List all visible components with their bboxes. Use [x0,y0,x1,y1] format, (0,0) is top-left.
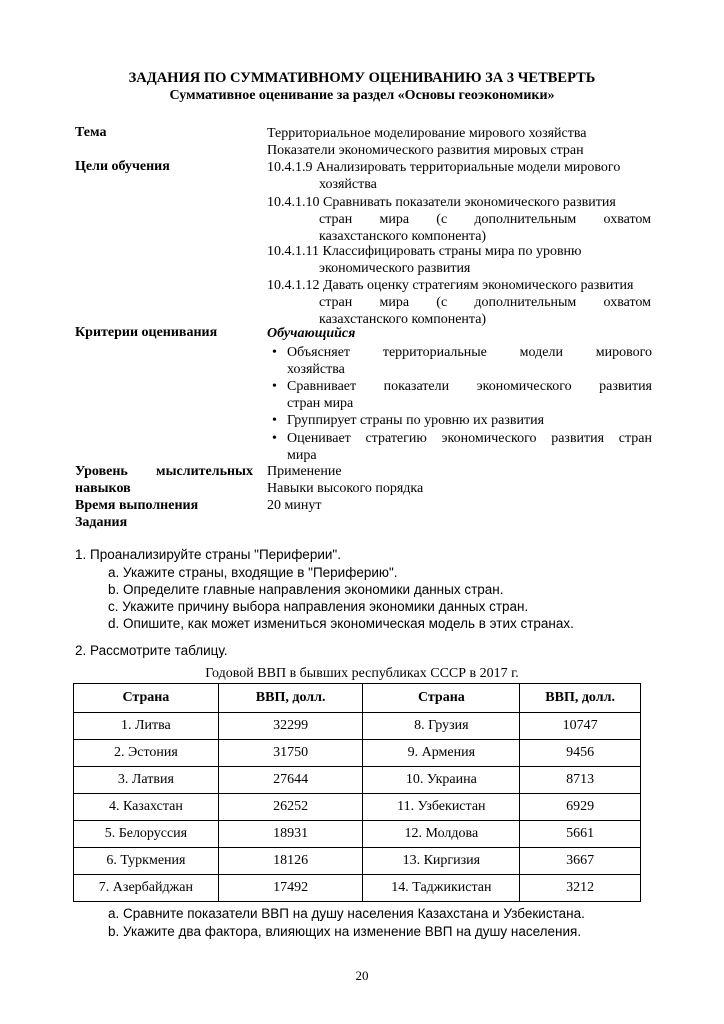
time-label: Время выполнения [75,498,199,513]
goal-line: стран мира (с дополнительным охватом [319,212,651,227]
criteria-item [272,378,652,412]
table-cell: 9. Армения [363,740,520,767]
table-cell: 10. Украина [363,767,520,794]
table-cell: 4. Казахстан [74,794,219,821]
table-row [74,821,641,848]
topic-value [267,125,651,159]
skills-value [267,463,651,497]
table-cell: 10747 [520,713,641,740]
table-row [74,713,641,740]
criteria-item [272,430,652,464]
goal-line: казахстанского компонента) [319,312,487,327]
table-cell: 18931 [218,821,363,848]
criteria-line: Группирует страны по уровню их развития [287,413,545,428]
criteria-item [272,344,652,378]
table-cell: 7. Азербайджан [74,875,219,902]
table-row [74,794,641,821]
criteria-label: Критерии оценивания [75,325,218,340]
bullet-icon: • [272,413,277,428]
column-header: ВВП, долл. [218,684,363,713]
criteria-heading: Обучающийся [267,326,356,341]
criteria-line: Сравнивает показатели экономического развития [287,379,652,394]
criteria-item [272,412,652,429]
bullet-icon: • [272,379,277,394]
table-cell: 2. Эстония [74,740,219,767]
criteria-line: мира [287,448,317,463]
table-cell: 12. Молдова [363,821,520,848]
topic-label: Тема [75,125,107,140]
table-cell: 6. Туркмения [74,848,219,875]
table-cell: 5661 [520,821,641,848]
gdp-table [73,683,641,902]
table-cell: 6929 [520,794,641,821]
table-cell: 3212 [520,875,641,902]
table-cell: 27644 [218,767,363,794]
table-cell: 8713 [520,767,641,794]
skills-label-2: навыков [75,481,131,496]
page-number: 20 [355,968,369,983]
table-cell: 11. Узбекистан [363,794,520,821]
table-row [74,848,641,875]
table-cell: 18126 [218,848,363,875]
task2-item: a. Сравните показатели ВВП на душу населения Казахстана и Узбекистана. [108,906,585,921]
skills-label: Уровень мыслительных [75,464,253,479]
goal-line: казахстанского компонента) [319,229,487,244]
skills-line: Навыки высокого порядка [267,481,424,496]
skills-line: Применение [267,464,342,479]
table-cell: 3667 [520,848,641,875]
goals-label: Цели обучения [75,159,170,174]
goal-line: 10.4.1.10 Сравнивать показатели экономического развития [267,195,616,210]
goal-line: хозяйства [319,177,377,192]
table-cell: 17492 [218,875,363,902]
table-cell: 3. Латвия [74,767,219,794]
goal-line: 10.4.1.9 Анализировать территориальные модели мирового [267,160,621,175]
table-cell: 5. Белоруссия [74,821,219,848]
task2-title: 2. Рассмотрите таблицу. [75,643,228,658]
table-row [74,875,641,902]
table-caption: Годовой ВВП в бывших республиках СССР в 2017 г. [205,666,519,681]
task1-item: c. Укажите причину выбора направления экономики данных стран. [108,599,529,614]
table-cell: 8. Грузия [363,713,520,740]
table-cell: 1. Литва [74,713,219,740]
time-value: 20 минут [267,498,322,513]
column-header: Страна [74,684,219,713]
table-header-row [74,684,641,713]
table-cell: 14. Таджикистан [363,875,520,902]
table-cell: 13. Киргизия [363,848,520,875]
table-cell: 32299 [218,713,363,740]
table-row [74,740,641,767]
column-header: Страна [363,684,520,713]
bullet-icon: • [272,431,277,446]
topic-line: Территориальное моделирование мирового хозяйства [267,126,587,141]
goal-item [267,243,651,277]
criteria-line: Объясняет территориальные модели мирового [287,345,652,360]
task1-title: 1. Проанализируйте страны "Периферии". [75,547,341,562]
task1-item: d. Опишите, как может измениться экономическая модель в этих странах. [108,616,574,631]
bullet-icon: • [272,345,277,360]
topic-line: Показатели экономического развития мировых стран [267,143,584,158]
table-cell: 9456 [520,740,641,767]
table-cell: 31750 [218,740,363,767]
criteria-line: Оценивает стратегию экономического развития стран [287,431,652,446]
goal-line: экономического развития [319,261,471,276]
goal-item [267,194,651,245]
column-header: ВВП, долл. [520,684,641,713]
criteria-line: хозяйства [287,362,345,377]
criteria-line: стран мира [287,396,354,411]
table-cell: 26252 [218,794,363,821]
goal-line: 10.4.1.12 Давать оценку стратегиям экономического развития [267,278,634,293]
goal-line: 10.4.1.11 Классифицировать страны мира по уровню [267,244,582,259]
table-row [74,767,641,794]
task1-item: b. Определите главные направления экономики данных стран. [108,582,504,597]
goal-item [267,159,651,193]
goal-line: стран мира (с дополнительным охватом [319,295,651,310]
time-label-2: Задания [75,515,128,530]
goal-item [267,277,651,328]
document-title: ЗАДАНИЯ ПО СУММАТИВНОМУ ОЦЕНИВАНИЮ ЗА 3 ЧЕТВЕРТЬ [128,70,596,86]
document-subtitle: Суммативное оценивание за раздел «Основы геоэкономики» [169,88,555,103]
task2-item: b. Укажите два фактора, влияющих на изменение ВВП на душу населения. [108,924,582,939]
task1-item: a. Укажите страны, входящие в "Периферию". [108,565,398,580]
